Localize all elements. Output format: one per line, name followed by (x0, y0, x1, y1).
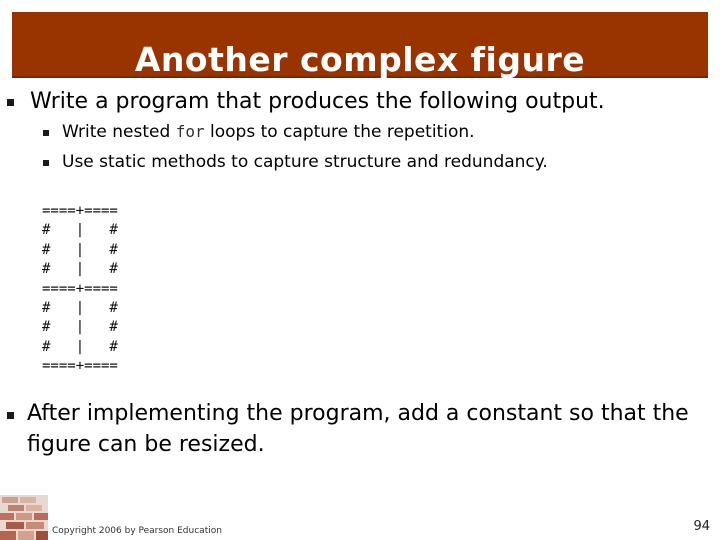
slide-title: Another complex figure (134, 40, 586, 79)
page-number: 94 (693, 519, 710, 534)
sub-bullet-square-icon (43, 160, 49, 166)
copyright-text: Copyright 2006 by Pearson Education (52, 526, 222, 536)
sub-bullet-static-methods: Use static methods to capture structure and redundancy. (62, 152, 548, 172)
bullet-square-icon (7, 99, 14, 106)
brick-decoration-icon (0, 495, 48, 540)
main-bullet-text: Write a program that produces the following output. (30, 89, 605, 114)
final-bullet-text: After implementing the program, add a constant so that the figure can be resized. (27, 401, 689, 457)
ascii-output-figure: ====+==== # | # # | # # | # ====+==== # | # # | # # | # ====+==== (42, 203, 118, 375)
sub-bullet-nested-loops-suffix: loops to capture the repetition. (204, 122, 475, 142)
sub-bullet-square-icon (43, 130, 49, 136)
title-bar (12, 12, 708, 78)
sub-bullet-nested-loops (62, 121, 475, 143)
code-keyword-for: for (175, 122, 205, 141)
bullet-square-icon (7, 412, 14, 419)
sub-bullet-nested-loops-prefix: Write nested (62, 122, 176, 142)
